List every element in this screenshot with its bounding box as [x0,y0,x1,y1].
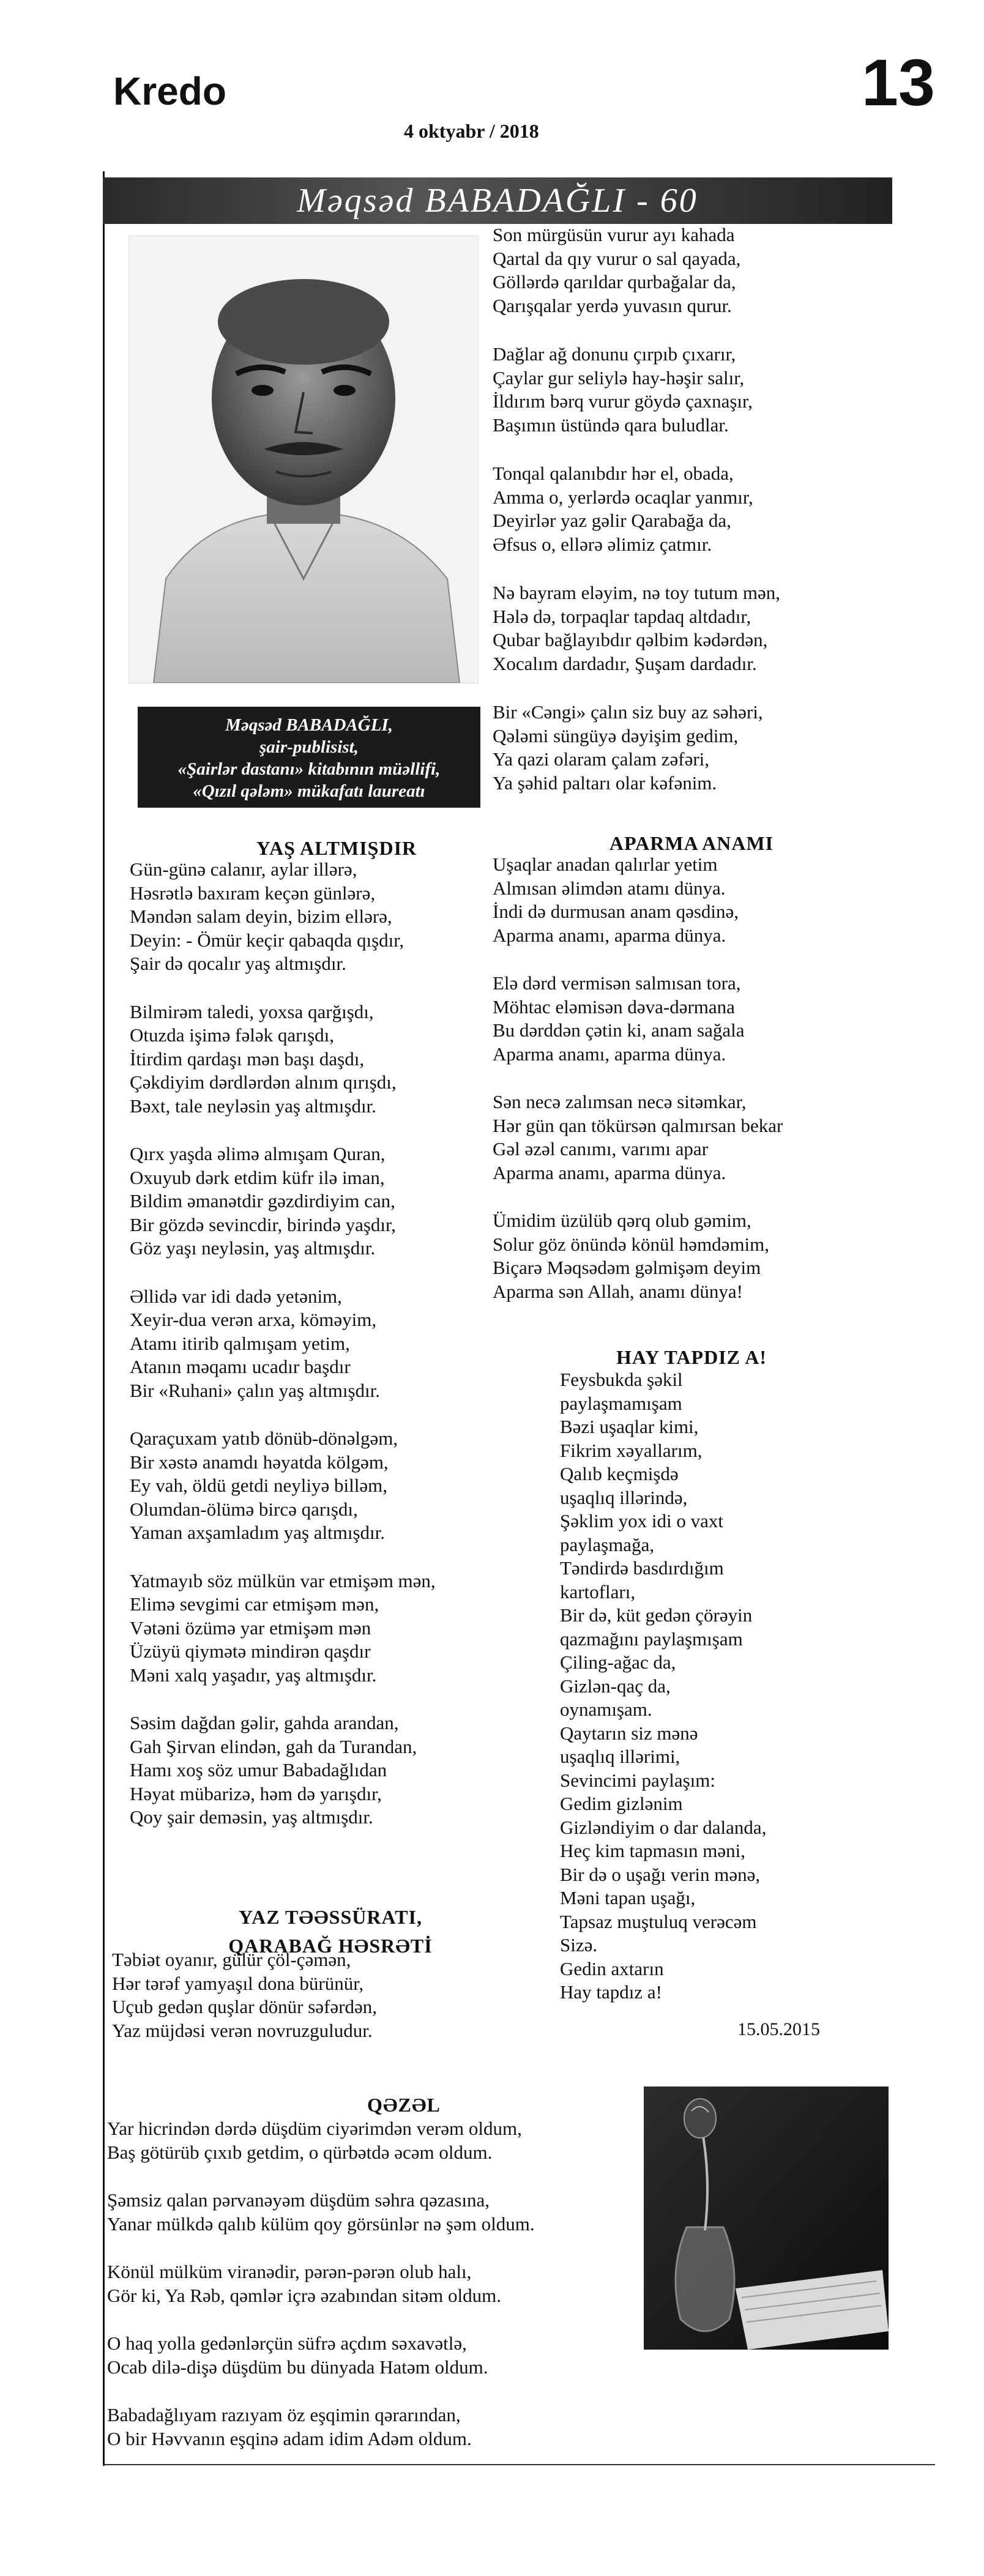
poem-yaz-continued [493,223,872,795]
caption-role: şair-publisist, [259,737,359,757]
newspaper-name: Kredo [113,69,226,113]
stanza: Ümidim üzülüb qərq olub gəmim, Solur göz önündə könül həmdəmim, Biçarə Məqsədəm gəlmişəm deyim Aparma sən Allah, anamı dünya! [493,1210,770,1302]
stanza: Bilmirəm taledi, yoxsa qarğışdı, Otuzda işimə fələk qarışdı, İtirdim qardaşı mən başı daşdı, Çəkdiyim dərdlərdən alnım qırışdı, Bəxt, tale neyləsin yaş altmışdır. [130,1000,397,1117]
stanza: Sən necə zalımsan necə sitəmkar, Hər gün qan tökürsən qalmırsan bekar Gəl əzəl canımı, varımı apar Aparma anamı, aparma dünya. [493,1091,783,1183]
stanza: Tonqal qalanıbdır hər el, obada, Amma o, yerlərdə ocaqlar yanmır, Deyirlər yaz gəlir Qarabağa da, Əfsus o, ellərə əlimiz çatmır. [493,463,753,555]
stanza: Uşaqlar anadan qalırlar yetim Almısan əlimdən atamı dünya. İndi də durmusan anam qəsdinə, Aparma anamı, aparma dünya. [493,854,739,946]
column-frame-rule [103,171,105,2466]
qezel-title: QƏZƏL [367,2094,441,2116]
stanza: Bir «Cəngi» çalın siz buy az səhəri, Qələmi süngüyə dəyişim gedim, Ya qazi olaram çalam zəfəri, Ya şəhid paltarı olar kəfənim. [493,701,763,794]
stanza: Dağlar ağ donunu çırpıb çıxarır, Çaylar gur seliylə hay-həşir salır, İldırım bərq vurur göydə çaxnaşır, Başımın üstündə qara buludlar. [493,343,753,436]
page-number: 13 [861,45,935,119]
poem-title-yaz-line1: YAZ TƏƏSSÜRATI, [238,1906,422,1928]
stanza: Elə dərd vermisən salmısan tora, Möhtac eləmisən dəva-dərmana Bu dərddən çətin ki, anam sağala Aparma anamı, aparma dünya. [493,972,745,1065]
stanza: Qaraçuxam yatıb dönüb-dönəlgəm, Bir xəstə anamdı həyatda kölgəm, Ey vah, öldü getdi neyliyə billəm, Olumdan-ölümə bircə qarışdı, Yaman axşamladım yaş altmışdır. [130,1428,398,1543]
poem-title-yaz-line2: QARABAĞ HƏSRƏTİ [228,1935,433,1957]
issue-date: 4 oktyabr / 2018 [404,120,539,142]
poem-title-yash: YAŞ ALTMIŞDIR [256,837,417,859]
caption-book: «Şairlər dastanı» kitabının müəllifi, [177,759,441,779]
stanza: Yatmayıb söz mülkün var etmişəm mən, Elimə sevgimi car etmişəm mən, Vətəni özümə yar etmişəm mən Üzüyü qiymətə mindirən qaşdır Məni xalq yaşadır, yaş altmışdır. [130,1569,436,1686]
stanza: Nə bayram eləyim, nə toy tutum mən, Hələ də, torpaqlar tapdaq altdadır, Qubar bağlayıbdır qəlbim kədərdən, Xocalım dardadır, Şuşam dardadır. [493,582,781,674]
poem-title-hay: HAY TAPDIZ A! [616,1346,767,1368]
author-caption [138,707,480,808]
caption-name: Məqsəd BABADAĞLI, [225,715,393,735]
couplet: Şəmsiz qalan pərvanəyəm düşdüm səhra qəzasına, Yanar mülkdə qalıb külüm qoy görsünlər nə şəm oldum. [107,2189,535,2235]
poem-yash [130,858,491,1830]
couplet: Babadağlıyam razıyam öz eşqimin qərarından, O bir Həvvanın eşqinə adam idim Adəm oldum. [107,2404,472,2449]
poem-hay: Feysbukda şəkil paylaşmamışam Bəzi uşaqlar kimi, Fikrim xəyallarım, Qalıb keçmişdə uşaqlıq illərində, Şəklim yox idi o vaxt paylaşmağa, Təndirdə basdırdığım kartofları, Bir də, küt gedən çörəyin qazmağını paylaşmışam Çiling-ağac da, Gizlən-qaç da, oynamışam. Qaytarın siz mənə uşaqlıq illərimi, Sevincimi paylaşım: Gedim gizlənim Gizləndiyim o dar dalanda, Heç kim tapmasın məni, Bir də o uşağı verin mənə, Məni tapan uşağı, Tapsaz muştuluq verəcəm Sizə. Gedin axtarın Hay tapdız a! [560,1369,767,2003]
couplet: Yar hicrindən dərdə düşdüm ciyərimdən verəm oldum, Baş götürüb çıxıb getdim, o qürbətdə əcəm oldum. [107,2118,522,2163]
stanza: Qırx yaşda əlimə almışam Quran, Oxuyub dərk etdim küfr ilə iman, Bildim əmanətdir gəzdirdiyim can, Bir gözdə sevincdir, birində yaşdır, Göz yaşı neyləsin, yaş altmışdır. [130,1143,396,1259]
bottom-rule [103,2464,935,2465]
poem-yaz [112,1948,491,2042]
couplet: Könül mülküm viranədir, pərən-pərən olub halı, Gör ki, Ya Rəb, qəmlər içrə əzabından sitəm oldum. [107,2261,501,2306]
stanza: Son mürgüsün vurur ayı kahada Qartal da qıy vurur o sal qayada, Göllərdə qarıldar qurbağalar da, Qarışqalar yerdə yuvasın qurur. [493,224,741,316]
portrait-illustration [129,236,478,683]
poem-date: 15.05.2015 [737,2019,820,2039]
qezel [107,2117,646,2451]
author-portrait [129,236,479,683]
stanza: Gün-günə calanır, aylar illərə, Həsrətlə baxıram keçən günlərə, Məndən salam deyin, bizim ellərə, Deyin: - Ömür keçir qabaqda qışdır, Şair də qocalır yaş altmışdır. [130,858,404,974]
stanza: Səsim dağdan gəlir, gahda arandan, Gah Şirvan elindən, gah da Turandan, Hamı xoş söz umur Babadağlıdan Həyat mübarizə, həm də yarışdır, Qoy şair deməsin, yaş altmışdır. [130,1712,417,1828]
couplet: O haq yolla gedənlərçün süfrə açdım səxavətlə, Ocab dilə-dişə düşdüm bu dünyada Hatəm oldum. [107,2332,488,2378]
stanza: Təbiət oyanır, gülür çöl-çəmən, Hər tərəf yamyaşıl dona bürünür, Uçub gedən quşlar dönür səfərdən, Yaz müjdəsi verən novruzguludur. [112,1949,377,2041]
poem-title-aparma: APARMA ANAMI [609,832,774,854]
caption-award: «Qızıl qələm» mükafatı laureatı [193,781,425,801]
poem-aparma [493,853,872,1303]
stanza: Əllidə var idi dadə yetənim, Xeyir-dua verən arxa, köməyim, Atamı itirib qalmışam yetim, Atanın məqamı ucadır başdır Bir «Ruhani» çalın yaş altmışdır. [130,1285,380,1401]
rose-vase-illustration [644,2086,889,2350]
article-banner: Məqsəd BABADAĞLI - 60 [103,177,892,224]
rose-book-photo [644,2086,889,2350]
